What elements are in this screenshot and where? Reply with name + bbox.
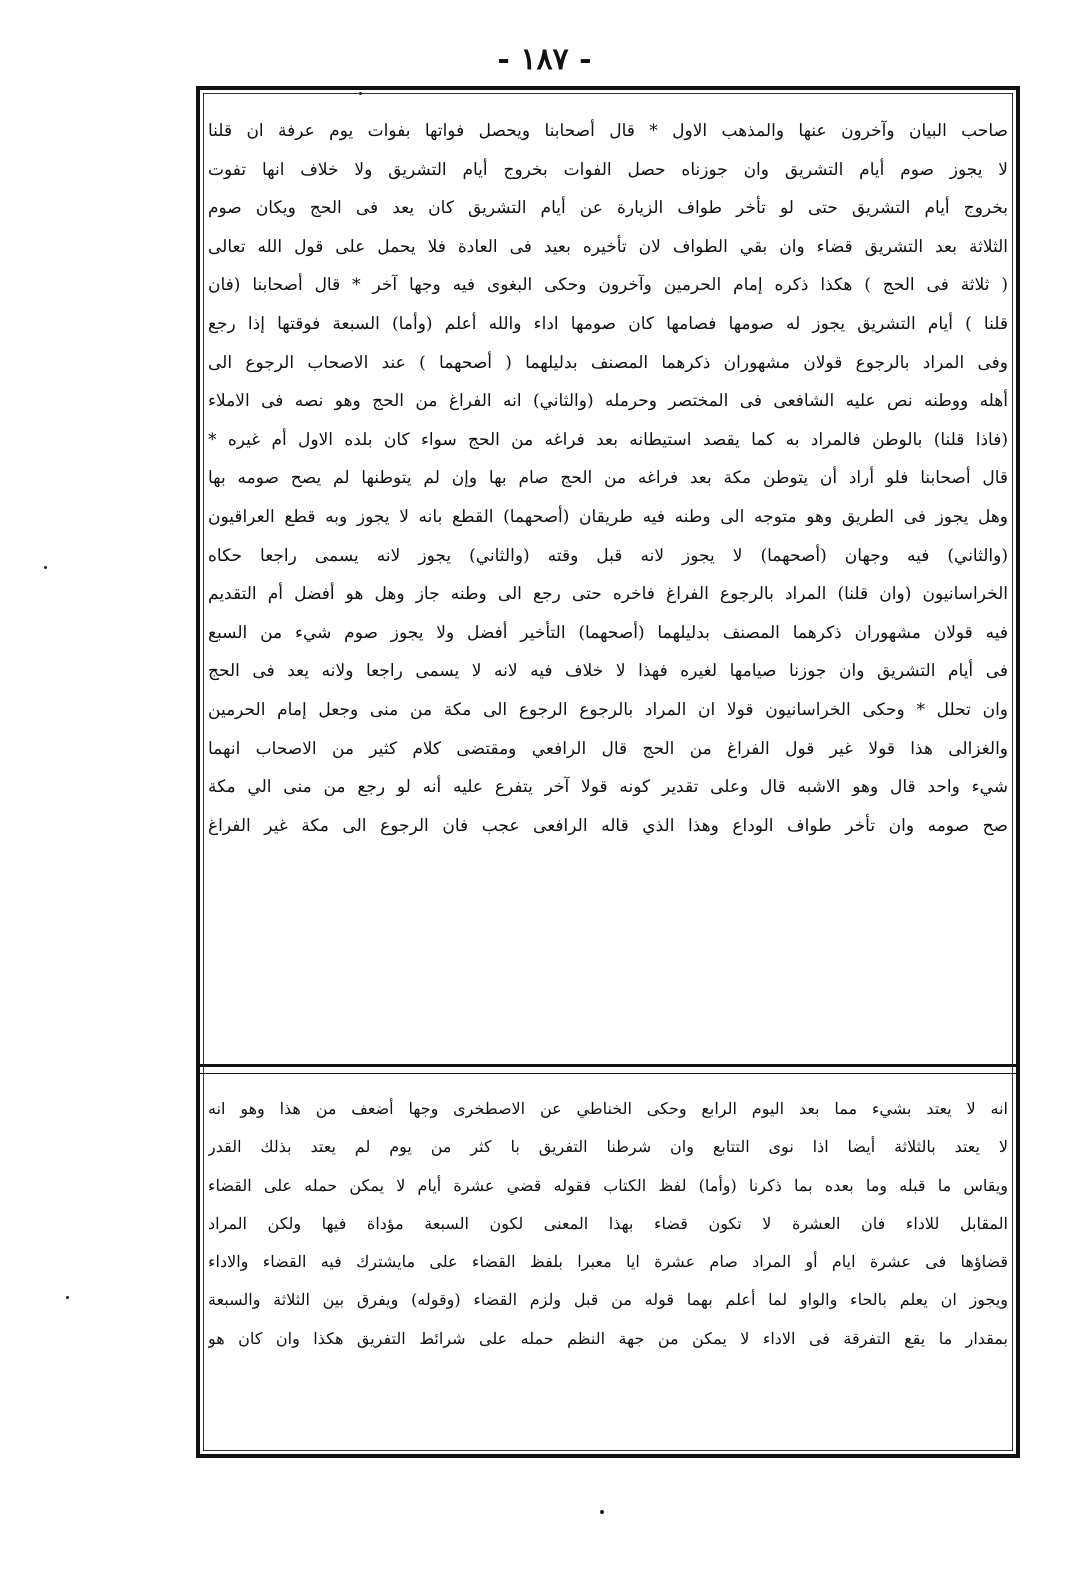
main-line: صح صومه وان تأخر طواف الوداع وهذا الذي قاله الرافعى عجب فان الرجوع الى مكة غير الفراغ: [208, 815, 1008, 836]
main-line: صاحب البيان وآخرون عنها والمذهب الاول * قال أصحابنا ويحصل فواتها بفوات يوم عرفة ان قلنا: [208, 121, 1008, 141]
scan-speck: [44, 566, 47, 569]
main-line: قلنا ) أيام التشريق يجوز له صومها فصامها كان صومها اداء والله أعلم (وأما) السبعة فوقتها إذا رجع: [208, 313, 1008, 334]
main-line: قال أصحابنا فلو أراد أن يتوطن مكة بعد فراغه من الحج صام بها وإن لم يتوطنها لم يصح صومه بها: [208, 468, 1008, 489]
footnote-line: لا يعتد بالثلاثة أيضا اذا نوى التتابع وان شرطنا التفريق با كثر من يوم لم يعتد بذلك القدر: [208, 1137, 1008, 1157]
main-line: وان تحلل * وحكى الخراسانيون قولا ان المراد بالرجوع الرجوع الى مكة من منى وجعل إمام الحرمين: [208, 699, 1008, 720]
main-line: أهله ووطنه نص عليه الشافعى فى المختصر وحرمله (والثاني) انه الفراغ من الحج وهو نصه فى الاملاء: [208, 391, 1008, 412]
footnote-line: المقابل للاداء فان العشرة لا تكون قضاء بهذا المعنى لكون السبعة مؤداة فيها ولكن المراد: [208, 1213, 1008, 1233]
footnote-line: ويقاس ما قبله وما بعده بما ذكرنا (وأما) لفظ الكتاب فقوله قضي عشرة أيام لا يمكن حمله على القضاء: [208, 1175, 1008, 1195]
main-line: وهل يجوز فى الطريق وهو متوجه الى وطنه فيه طريقان (أصحهما) القطع بانه لا يجوز وبه قطع العراقيون: [208, 506, 1008, 527]
page-number: - ١٨٧ -: [497, 42, 592, 77]
footnote-separator: [200, 1064, 1016, 1074]
scan-speck: [600, 1510, 604, 1514]
main-line: لا يجوز صوم أيام التشريق وان جوزناه حصل الفوات بخروج أيام التشريق ولا خلاف انها تفوت: [208, 159, 1008, 180]
scan-speck: [359, 92, 362, 95]
main-line: شيء واحد قال وهو الاشبه قال وعلى تقدير كونه قولا آخر يتفرع عليه أنه لو رجع من منى الي مكة: [208, 777, 1008, 798]
main-line: الخراسانيون (وان قلنا) المراد بالرجوع الفراغ فاخره حتى رجع الى وطنه جاز وهل هو أفضل أم التقديم: [208, 584, 1008, 605]
main-line: ( ثلاثة فى الحج ) هكذا ذكره إمام الحرمين وآخرون وحكى البغوى فيه وجها آخر * قال أصحابنا (فان: [208, 275, 1008, 296]
main-line: بخروج أيام التشريق حتى لو تأخر طواف الزيارة عن أيام التشريق كان يعد فى الحج ويكان صوم: [208, 198, 1008, 219]
footnote-line: بمقدار ما يقع التفرقة فى الاداء لا يمكن من جهة النظم حمله على شرائط التفريق هكذا وان كان هو: [208, 1328, 1008, 1348]
footnote-line: قضاؤها فى عشرة ايام أو المراد صام عشرة ايا معبرا بلفظ القضاء على مايشترك فيه القضاء والاداء: [208, 1252, 1008, 1272]
footnote-line: ويجوز ان يعلم بالحاء والواو لما أعلم بهما قوله من قبل ولزم القضاء (وقوله) ويفرق بين الثلاثة والسبعة: [208, 1290, 1008, 1310]
main-line: فى أيام التشريق وان جوزنا صيامها لغيره فهذا لا خلاف فيه لانه لا يسمى راجعا ولانه يعد فى الحج: [208, 661, 1008, 682]
main-text-block: [208, 112, 1008, 845]
scan-speck: [66, 1296, 69, 1299]
main-line: (والثاني) فيه وجهان (أصحهما) لا يجوز لانه قبل وقته (والثاني) يجوز لانه يسمى راجعا حكاه: [208, 545, 1008, 566]
main-line: الثلاثة بعد التشريق قضاء وان بقي الطواف لان تأخيره بعيد فى العادة فلا يحمل على قول الله تعالى: [208, 236, 1008, 257]
footnote-text-block: [208, 1090, 1008, 1358]
main-line: والغزالى هذا قولا غير قول الفراغ من الحج قال الرافعي ومقتضى كلام كثير من الاصحاب انهما: [208, 738, 1008, 759]
main-line: (فاذا قلنا) بالوطن فالمراد به كما يقصد استيطانه بعد فراغه من الحج سواء كان بلده الاول أم غيره *: [208, 429, 1008, 450]
footnote-line: انه لا يعتد بشيء مما بعد اليوم الرابع وحكى الخناطي عن الاصطخرى وجها أضعف من هذا وهو انه: [208, 1099, 1008, 1118]
main-line: وفى المراد بالرجوع قولان مشهوران ذكرهما المصنف بدليلهما ( أصحهما ) عند الاصحاب الرجوع الى: [208, 352, 1008, 373]
main-line: فيه قولان مشهوران ذكرهما المصنف بدليلهما (أصحهما) التأخير أفضل ولا يجوز صوم شيء من السبع: [208, 622, 1008, 643]
